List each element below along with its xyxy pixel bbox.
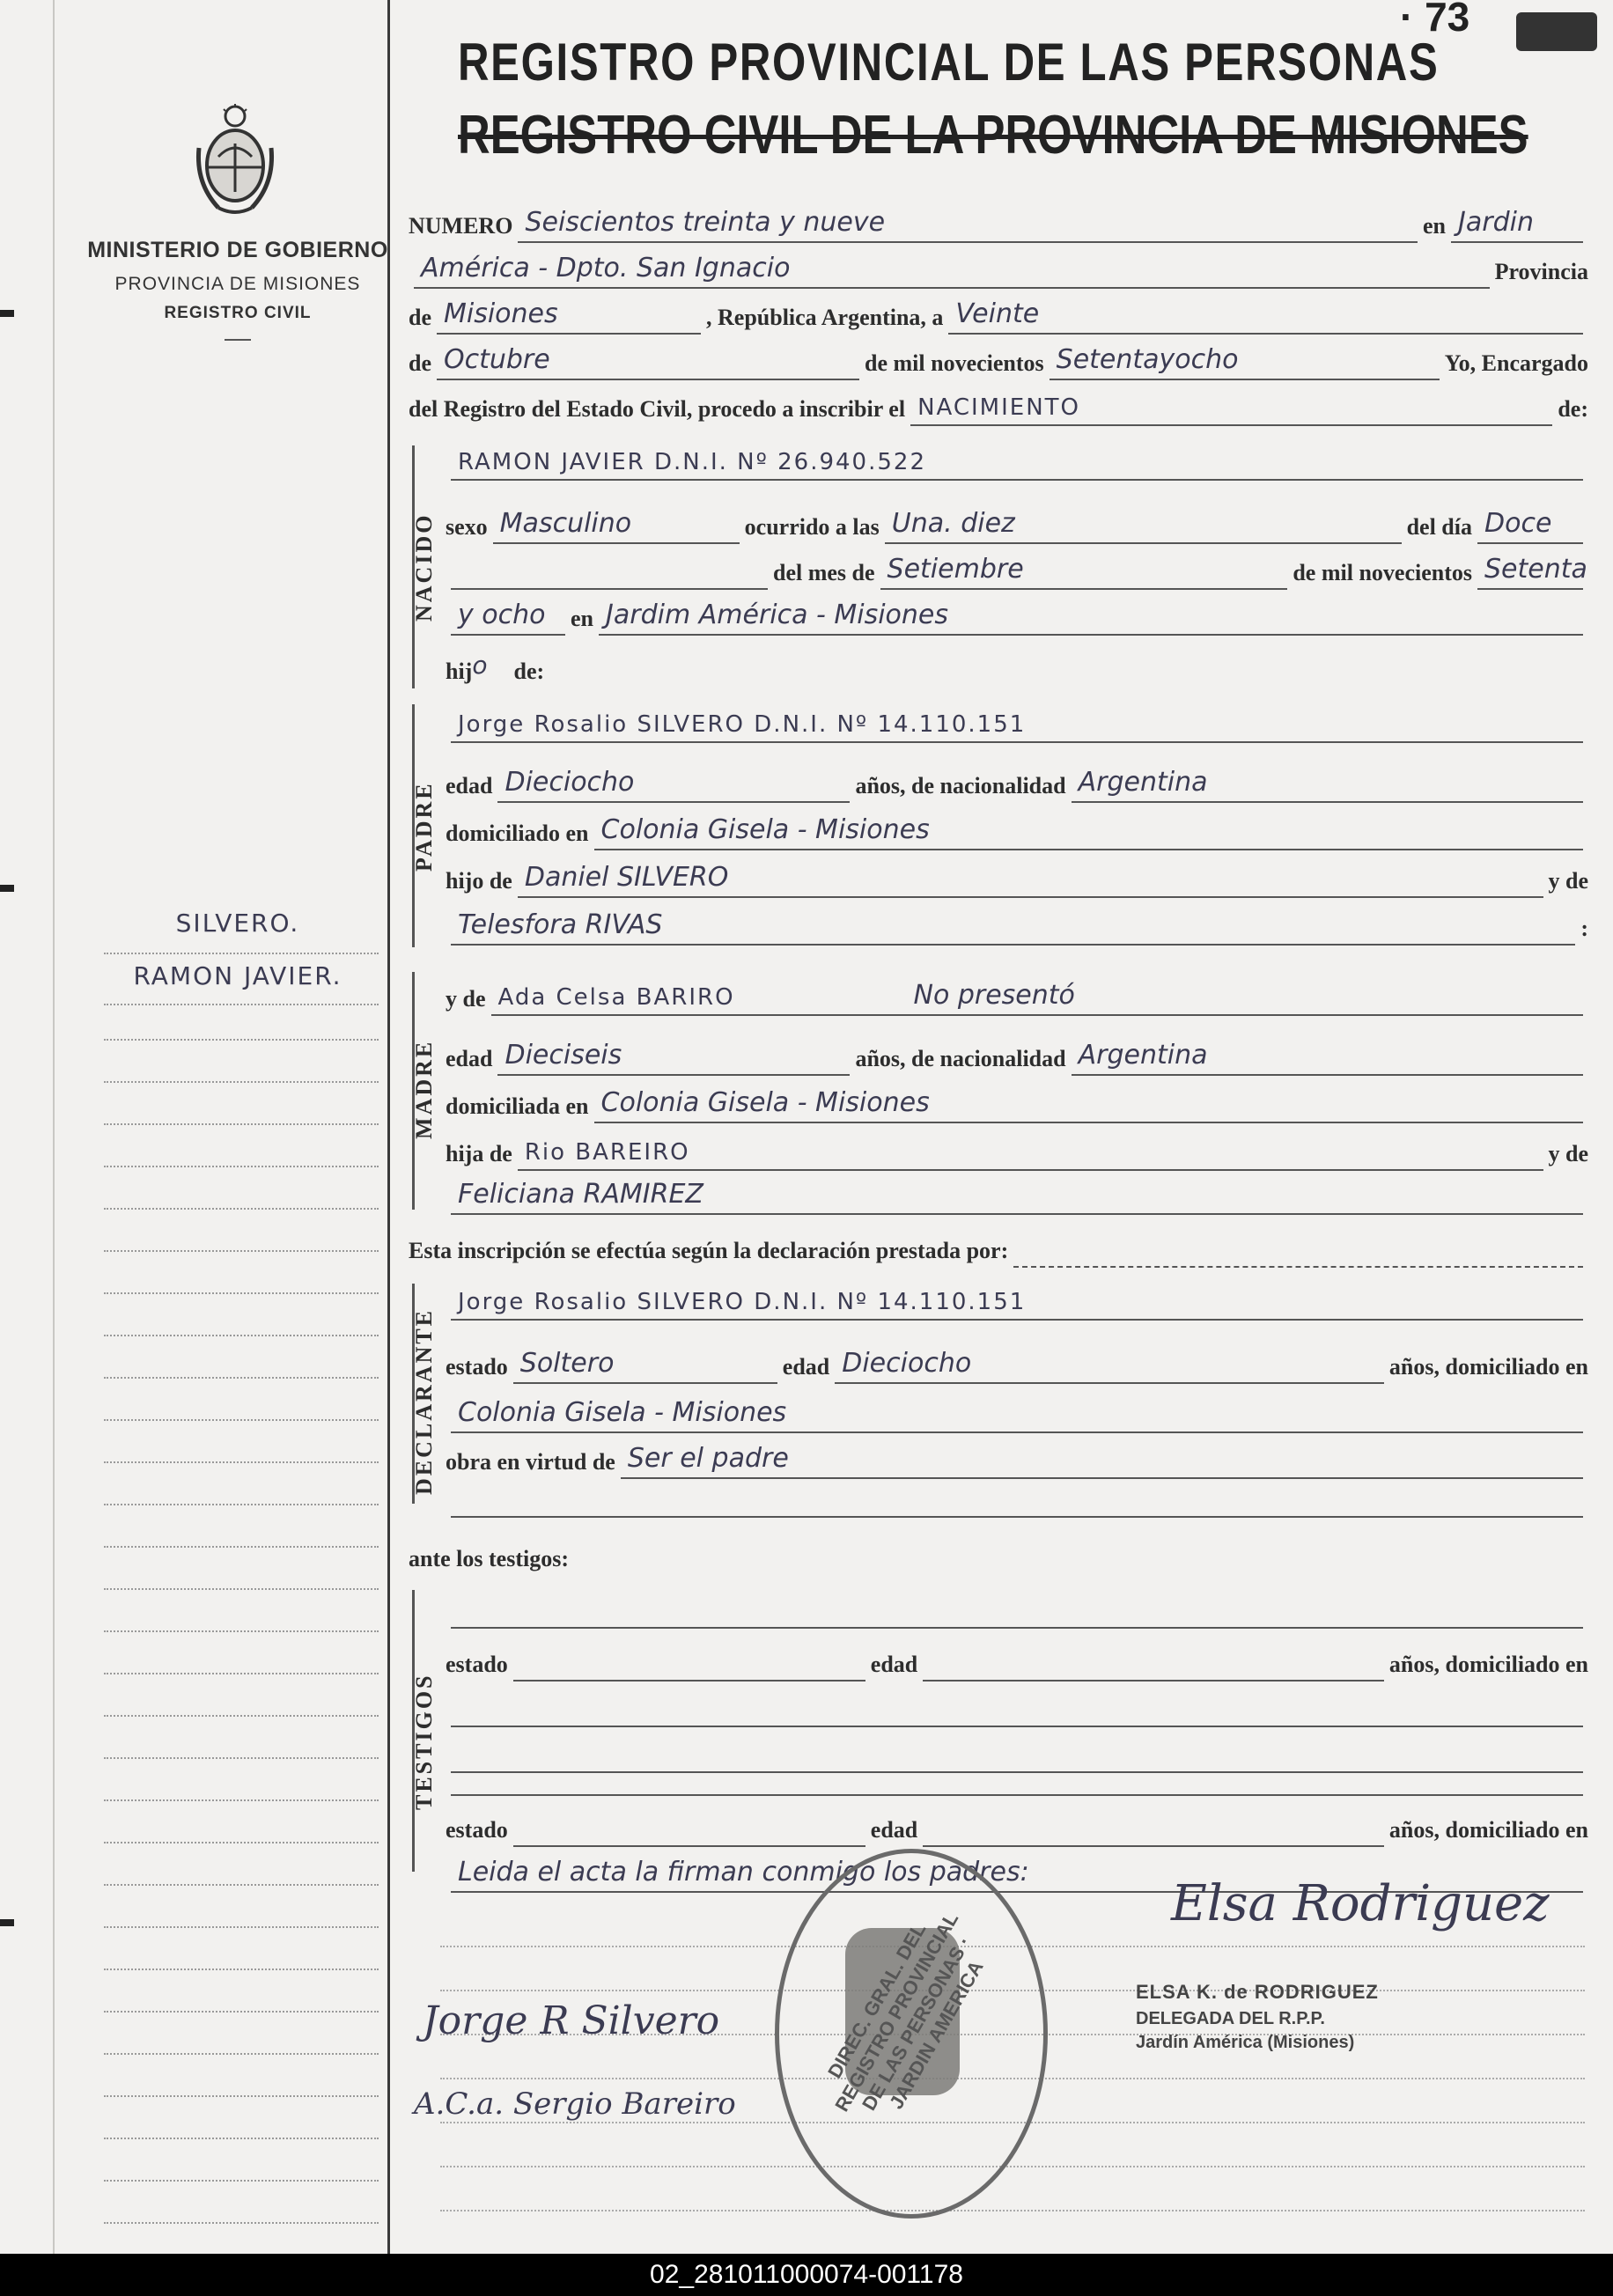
padre-nombre-field (451, 706, 1583, 743)
section-nacido (411, 445, 437, 688)
row-declarante-nombre (446, 1282, 1588, 1321)
domicilio-field (594, 813, 1583, 850)
row-numero (409, 204, 1588, 243)
abuelo-value: Rio BAREIRO (524, 1139, 690, 1166)
oficial-cargo: DELEGADA DEL R.P.P. (1136, 2009, 1325, 2028)
row-madre-dom (446, 1085, 1588, 1123)
row-testigo2-nombre (446, 1757, 1588, 1796)
edad-label: edad (446, 1046, 493, 1071)
anio-cont: y ocho (458, 600, 546, 630)
divider (225, 339, 251, 341)
lugar-value: Jardim América - Misiones (606, 600, 948, 630)
estado-field (513, 1347, 777, 1384)
dotted-line (104, 1504, 379, 1505)
edad-label: edad (446, 773, 493, 798)
dotted-line (104, 2095, 379, 2097)
edad-value: Dieciocho (505, 767, 635, 798)
de2-label: de (409, 350, 431, 376)
nombre-field (451, 444, 1583, 481)
dotted-line (104, 1208, 379, 1210)
numero-field (518, 206, 1418, 243)
row-madre-hija (446, 1132, 1588, 1171)
hora-value: Una. diez (891, 508, 1015, 539)
domicilio-label: años, domiciliado en (1388, 1817, 1588, 1843)
section-label: TESTIGOS (411, 1673, 437, 1810)
mil-label: de mil novecientos (865, 350, 1044, 376)
section-padre (411, 704, 437, 947)
ante-label: ante los testigos: (409, 1546, 569, 1571)
row-madre-edad (446, 1037, 1588, 1076)
edad-field (835, 1347, 1384, 1384)
obra-value: Ser el padre (627, 1443, 789, 1474)
ocurrido-label: ocurrido a las (744, 514, 880, 540)
dotted-line (104, 1292, 379, 1294)
nacionalidad-value: Argentina (1078, 1040, 1208, 1071)
domicilio-field (594, 1086, 1583, 1123)
row-padre-dom (446, 812, 1588, 850)
dotted-line (104, 2180, 379, 2182)
section-declarante (411, 1284, 437, 1504)
dotted-line (104, 1969, 379, 1970)
cierre-text: Leida el acta la firman conmigo los padres: (458, 1857, 1029, 1888)
abuelo-value: Daniel SILVERO (524, 862, 729, 893)
republica-label: , República Argentina, a (706, 305, 944, 330)
colon: : (1580, 916, 1588, 941)
dotted-line (104, 1461, 379, 1463)
dotted-line (104, 1166, 379, 1167)
document-id-bar: 02_281011000074-001178 (0, 2254, 1613, 2296)
dotted-line (104, 2222, 379, 2224)
hija-de-label: hija de (446, 1141, 512, 1166)
dotted-line (104, 1673, 379, 1674)
row-mes (446, 551, 1588, 590)
sexo-value: Masculino (499, 508, 632, 539)
dotted-line (104, 1630, 379, 1632)
padre-signature: Jorge R Silvero (423, 1998, 720, 2043)
struck-subtitle: REGISTRO CIVIL DE LA PROVINCIA DE MISIONES (458, 105, 1528, 166)
ministry-header (79, 238, 396, 341)
place-value: América - Dpto. San Ignacio (421, 253, 791, 283)
row-padre-edad (446, 764, 1588, 803)
stamp-text: DIREC. GRAL. DEL REGISTRO PROVINCIAL DE LAS PERSONAS · JARDIN AMERICA (823, 1908, 988, 2116)
row-nacido-nombre (446, 442, 1588, 481)
ministry-name: MINISTERIO DE GOBIERNO (87, 238, 388, 262)
row-testigo1-nombre (446, 1590, 1588, 1629)
margin-given-name: RAMON JAVIER. (133, 961, 342, 990)
abuelo-field (518, 861, 1543, 898)
binding-mark (0, 310, 14, 317)
testigo-field (451, 1759, 1583, 1796)
nacionalidad-label: años, de nacionalidad (855, 773, 1066, 798)
page-title: REGISTRO PROVINCIAL DE LAS PERSONAS (458, 33, 1440, 92)
domicilio-label: años, domiciliado en (1388, 1354, 1588, 1380)
dotted-line (104, 1715, 379, 1717)
row-registro (409, 387, 1588, 426)
estado-field (513, 1645, 865, 1682)
binding-mark (0, 885, 14, 892)
oficial-lugar: Jardín América (Misiones) (1136, 2033, 1355, 2052)
edad-field (923, 1645, 1384, 1682)
dotted-line (104, 1799, 379, 1801)
domicilio-label: domiciliada en (446, 1093, 589, 1119)
margin-surname: SILVERO. (175, 909, 300, 938)
mes-field (437, 343, 859, 380)
oficial-signature: Elsa Rodriguez (1171, 1875, 1550, 1932)
row-lugar (446, 597, 1588, 636)
row-ante (409, 1537, 1588, 1576)
sexo-field (493, 507, 740, 544)
row-declarante-dom (446, 1395, 1588, 1433)
row-sexo (446, 505, 1588, 544)
blank-field (451, 553, 768, 590)
row-testigo2-estado (446, 1808, 1588, 1847)
dotted-line (104, 1250, 379, 1252)
abuela-field (451, 1178, 1583, 1215)
domicilio-field (451, 1690, 1583, 1727)
del-dia-label: del día (1406, 514, 1472, 540)
row-fecha (409, 342, 1588, 380)
madre-nota: No presentó (913, 980, 1075, 1011)
abuelo-field (518, 1134, 1543, 1171)
abuela-field (451, 909, 1575, 946)
anio-value: Setenta (1484, 554, 1587, 585)
anio-value: Setentayocho (1056, 344, 1239, 375)
place-field (414, 252, 1490, 289)
row-testigo1-dom (446, 1689, 1588, 1727)
obra-field (621, 1442, 1583, 1479)
mes-value: Setiembre (887, 554, 1024, 585)
dotted-line (104, 1588, 379, 1590)
binding-mark (0, 1919, 14, 1926)
dotted-line (104, 1926, 379, 1928)
dia-field (948, 298, 1583, 335)
dia-value: Doce (1484, 508, 1552, 539)
section-madre (411, 972, 437, 1210)
lugar-field (599, 599, 1583, 636)
dotted-line (104, 1884, 379, 1886)
edad-value: Dieciocho (842, 1348, 972, 1379)
acto-value: NACIMIENTO (917, 394, 1080, 421)
nacionalidad-field (1072, 1039, 1583, 1076)
dotted-line (104, 1757, 379, 1759)
domicilio-field (451, 1396, 1583, 1433)
en-label: en (1423, 213, 1446, 239)
y-de-label: y de (1548, 1141, 1588, 1166)
nacionalidad-value: Argentina (1078, 767, 1208, 798)
edad-field (923, 1810, 1384, 1847)
dotted-line (104, 1546, 379, 1548)
madre-nombre-field (491, 979, 1584, 1016)
abuela-value: Telesfora RIVAS (458, 909, 663, 940)
section-label: MADRE (411, 1039, 437, 1139)
row-testigo1-estado (446, 1643, 1588, 1682)
declaracion-field (1013, 1231, 1583, 1268)
edad-field (497, 1039, 850, 1076)
row-padre-nombre (446, 704, 1588, 743)
row-declarante-estado (446, 1345, 1588, 1384)
row-padre-madre (446, 907, 1588, 946)
section-label: NACIDO (411, 512, 437, 622)
registro-label: del Registro del Estado Civil, procedo a inscribir el (409, 396, 906, 422)
declaracion-text: Esta inscripción se efectúa según la declaración prestada por: (409, 1238, 1009, 1263)
y-de-label: y de (446, 986, 486, 1012)
estado-value: Soltero (519, 1348, 615, 1379)
dotted-line (440, 2210, 1585, 2211)
dotted-line (104, 1004, 379, 1005)
obra-label: obra en virtud de (446, 1449, 615, 1475)
dotted-line (104, 1039, 379, 1041)
de-value: Misiones (444, 298, 558, 329)
row-hijo (446, 650, 1588, 688)
hijo-label: hij (446, 659, 473, 684)
domicilio-label: años, domiciliado en (1388, 1652, 1588, 1677)
en-label: en (571, 606, 593, 631)
yo-label: Yo, Encargado (1444, 350, 1588, 376)
estado-label: estado (446, 1354, 508, 1380)
dotted-line (104, 1123, 379, 1125)
testigo-field (451, 1592, 1583, 1629)
y-de-label: y de (1548, 868, 1588, 894)
domicilio-value: Colonia Gisela - Misiones (458, 1397, 787, 1428)
dotted-line (440, 2166, 1585, 2167)
abuela-value: Feliciana RAMIREZ (458, 1179, 703, 1210)
sexo-label: sexo (446, 514, 488, 540)
padre-nombre: Jorge Rosalio SILVERO D.N.I. Nº 14.110.151 (458, 711, 1027, 738)
hijo-de-label: hijo de (446, 868, 512, 894)
mes-field (880, 553, 1288, 590)
en-field (1451, 206, 1583, 243)
row-declarante-obra (446, 1440, 1588, 1479)
provincia-label: Provincia (1494, 259, 1588, 284)
declarante-nombre: Jorge Rosalio SILVERO D.N.I. Nº 14.110.151 (458, 1289, 1027, 1315)
oficial-block (1136, 1981, 1541, 2053)
dotted-line (104, 953, 379, 954)
folio-number: · 73 (1400, 0, 1470, 40)
de-label: de (409, 305, 431, 330)
dotted-line (104, 2053, 379, 2055)
mes-value: Octubre (444, 344, 550, 375)
dotted-line (104, 1081, 379, 1083)
nacionalidad-field (1072, 766, 1583, 803)
row-madre-nombre (446, 977, 1588, 1016)
nacionalidad-label: años, de nacionalidad (855, 1046, 1066, 1071)
dotted-line (104, 2138, 379, 2139)
en-value: Jardin (1458, 207, 1534, 238)
page-edge (53, 0, 55, 2254)
anio-field (1050, 343, 1440, 380)
edad-field (497, 766, 850, 803)
domicilio-value: Colonia Gisela - Misiones (600, 1087, 930, 1118)
row-place (409, 250, 1588, 289)
mil-label: de mil novecientos (1293, 560, 1472, 585)
estado-label: estado (446, 1817, 508, 1843)
dotted-line (104, 2011, 379, 2013)
section-label: PADRE (411, 781, 437, 872)
row-padre-hijo (446, 859, 1588, 898)
de-field (437, 298, 701, 335)
domicilio-value: Colonia Gisela - Misiones (600, 814, 930, 845)
de-label: de: (513, 659, 545, 684)
hora-field (885, 507, 1402, 544)
row-declarante-blank (446, 1479, 1588, 1518)
numero-label: NUMERO (409, 213, 513, 239)
section-label: DECLARANTE (411, 1307, 437, 1495)
de3-label: de: (1558, 396, 1588, 422)
domicilio-label: domiciliado en (446, 821, 589, 846)
province-name: PROVINCIA DE MISIONES (114, 274, 361, 294)
anio-field (1477, 553, 1587, 590)
estado-field (513, 1810, 865, 1847)
madre-nombre: Ada Celsa BARIRO (497, 984, 735, 1011)
coat-of-arms-icon (192, 104, 278, 218)
edad-label: edad (870, 1652, 918, 1677)
edad-value: Dieciseis (505, 1040, 622, 1071)
blank-field (451, 1481, 1583, 1518)
dia-value: Veinte (955, 298, 1040, 329)
dia-field (1477, 507, 1583, 544)
madre-signature: A.C.a. Sergio Bareiro (414, 2086, 736, 2122)
numero-value: Seiscientos treinta y nueve (525, 207, 886, 238)
row-republica (409, 296, 1588, 335)
oficial-nombre: ELSA K. de RODRIGUEZ (1136, 1981, 1379, 2003)
section-testigos (411, 1590, 437, 1872)
acto-field (910, 389, 1552, 426)
estado-label: estado (446, 1652, 508, 1677)
row-madre-madre (446, 1176, 1588, 1215)
edad-label: edad (870, 1817, 918, 1843)
del-mes-label: del mes de (773, 560, 875, 585)
hijo-value: o (472, 651, 488, 680)
row-declaracion (409, 1229, 1588, 1268)
nacido-nombre: RAMON JAVIER D.N.I. Nº 26.940.522 (458, 449, 926, 475)
dotted-line (104, 1377, 379, 1379)
redaction-blot (1516, 12, 1597, 51)
dotted-line (104, 1842, 379, 1843)
edad-label: edad (782, 1354, 830, 1380)
dotted-line (104, 1335, 379, 1336)
registry-name: REGISTRO CIVIL (164, 304, 312, 322)
dotted-line (104, 1419, 379, 1421)
declarante-nombre-field (451, 1284, 1583, 1321)
anio-cont-field (451, 599, 565, 636)
